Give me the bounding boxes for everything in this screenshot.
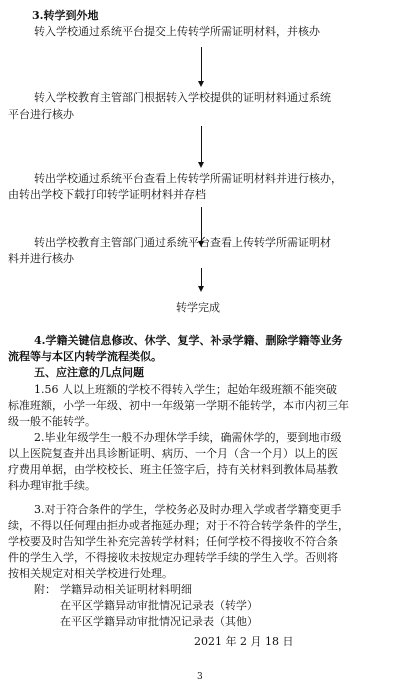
para-1-line-2: 标准班额，小学一年级、初中一年级第一学期不能转学，本市内初三年 [8, 399, 349, 412]
section-4-line-1: 4.学籍关键信息修改、休学、复学、补录学籍、删除学籍等业务 [34, 334, 343, 347]
section-4-line-2: 流程等与本区内转学流程类似。 [8, 350, 162, 363]
para-2-line-3: 疗费用单据，由学校校长、班主任签字后，持有关材料到教体局基教 [8, 463, 338, 476]
para-3-line-5: 按相关规定对相关学校进行处理。 [8, 567, 173, 580]
para-1-line-3: 级一般不能转学。 [8, 415, 96, 428]
para-2-line-1: 2.毕业年级学生一般不办理休学手续，确需休学的，要到地市级 [34, 431, 342, 444]
flow-step-2-line-2: 平台进行核办 [8, 108, 74, 121]
page-number: 3 [197, 672, 203, 682]
flow-step-4-line-1: 转出学校教育主管部门通过系统平台查看上传转学所需证明材 [34, 236, 331, 249]
para-2-line-4: 科办理审批手续。 [8, 479, 96, 492]
section-3-heading: 3.转学到外地 [32, 9, 99, 22]
para-3-line-1: 3.对于符合条件的学生，学校务必及时办理入学或者学籍变更手 [34, 503, 342, 516]
flow-step-2-line-1: 转入学校教育主管部门根据转入学校提供的证明材料通过系统 [34, 91, 331, 104]
attachment-item-1: 学籍异动相关证明材料明细 [60, 583, 192, 596]
attachment-item-2: 在平区学籍异动审批情况记录表（转学） [60, 599, 258, 612]
para-3-line-4: 件的学生入学，不得接收未按规定办理转学手续的学生入学。否则将 [8, 551, 338, 564]
flow-step-3-line-1: 转出学校通过系统平台查看上传转学所需证明材料并进行核办， [34, 172, 342, 185]
flow-complete: 转学完成 [176, 301, 220, 314]
para-1-line-1: 1.56 人以上班额的学校不得转入学生；起始年级班额不能突破 [34, 383, 337, 396]
para-2-line-2: 以上医院复查并出具诊断证明、病历、一个月（含一个月）以上的医 [8, 447, 338, 460]
attachment-label: 附： [34, 583, 56, 596]
para-3-line-2: 续，不得以任何理由拒办或者拖延办理；对于不符合转学条件的学生， [8, 519, 349, 532]
para-3-line-3: 学校要及时告知学生补充完善转学材料；任何学校不得接收不符合条 [8, 535, 338, 548]
flow-step-4-line-2: 料并进行核办 [8, 252, 74, 265]
attachment-item-3: 在平区学籍异动审批情况记录表（其他） [60, 615, 258, 628]
flow-step-3-line-2: 由转出学校下载打印转学证明材料并存档 [8, 188, 206, 201]
document-date: 2021 年 2 月 18 日 [194, 635, 294, 648]
section-5-heading: 五、应注意的几点问题 [34, 366, 144, 379]
flow-step-1: 转入学校通过系统平台提交上传转学所需证明材料，并核办 [34, 25, 320, 38]
